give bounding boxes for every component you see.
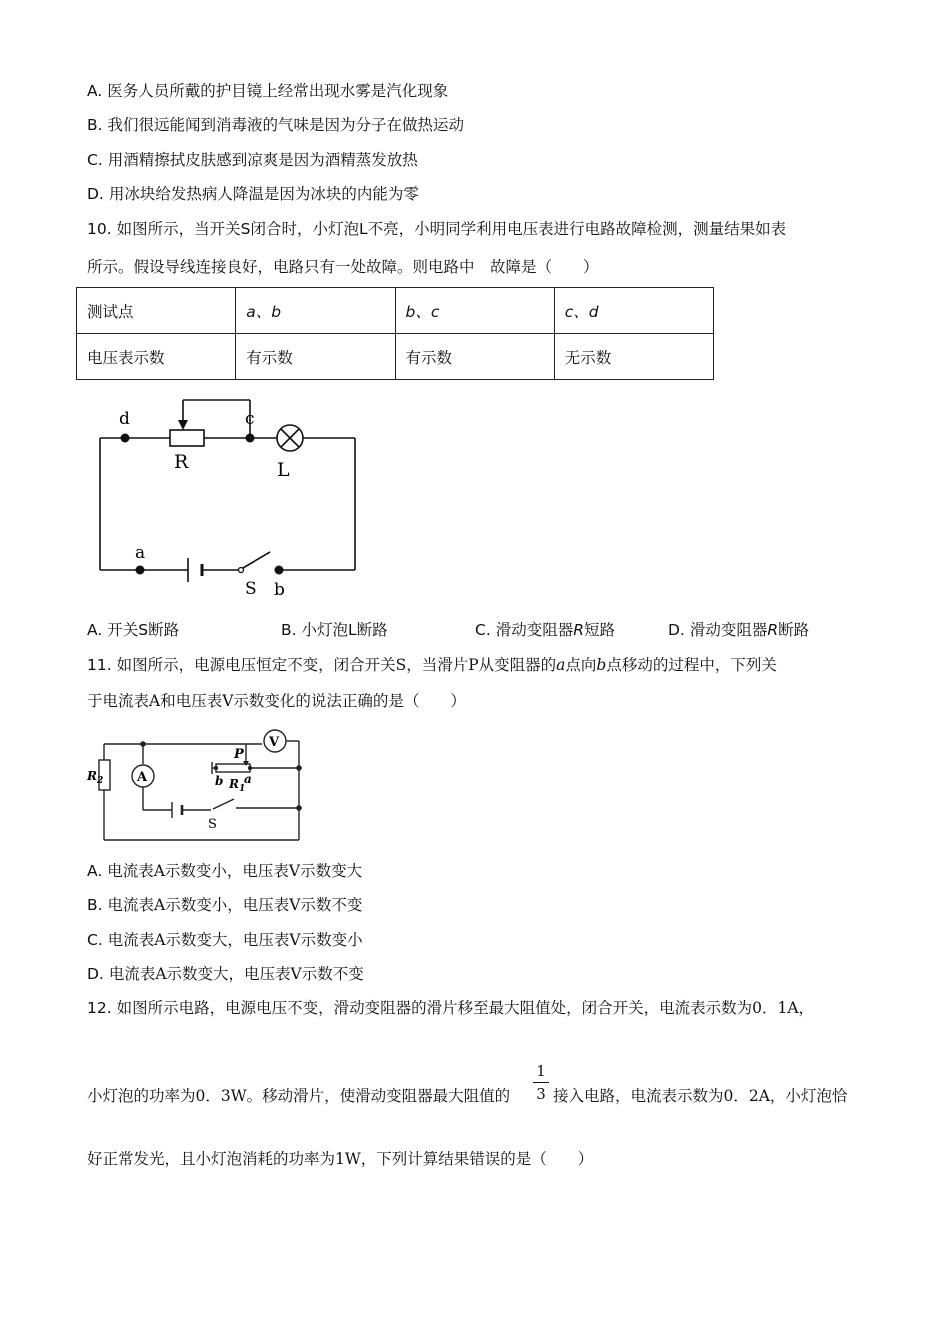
label-a-meter: A — [137, 770, 148, 785]
label-r: R — [174, 451, 189, 473]
q10-option-c: C. 滑动变阻器R短路 — [475, 621, 615, 639]
q11-option-d: D. 电流表A示数变大，电压表V示数不变 — [87, 965, 364, 983]
fraction-one-third — [531, 1062, 551, 1103]
label-s: S — [245, 579, 257, 599]
q9-option-c: C. 用酒精擦拭皮肤感到凉爽是因为酒精蒸发放热 — [87, 151, 418, 169]
label-a: a — [244, 772, 252, 786]
q10-option-b: B. 小灯泡L断路 — [281, 621, 388, 639]
label-c: c — [245, 409, 255, 429]
q10-option-a: A. 开关S断路 — [87, 621, 180, 639]
label-b: b — [274, 580, 285, 600]
fraction-numerator: 1 — [536, 1062, 546, 1080]
q12-stem-line2a: 小灯泡的功率为0．3W。移动滑片，使滑动变阻器最大阻值的 — [87, 1087, 511, 1105]
q11-stem-line2: 于电流表A和电压表V示数变化的说法正确的是（ ） — [87, 692, 466, 710]
q11-option-c: C. 电流表A示数变大，电压表V示数变小 — [87, 931, 363, 949]
table-row — [77, 288, 714, 334]
q11-option-a: A. 电流表A示数变小，电压表V示数变大 — [87, 862, 363, 880]
q10-circuit-diagram — [90, 392, 370, 604]
table-cell: 有示数 — [236, 334, 395, 380]
label-v: V — [269, 735, 280, 750]
q10-option-d: D. 滑动变阻器R断路 — [668, 621, 810, 639]
fraction-bar — [533, 1082, 549, 1083]
label-l: L — [277, 459, 290, 481]
fraction-denominator: 3 — [536, 1085, 546, 1103]
table-cell: b、c — [395, 288, 554, 334]
label-a: a — [135, 543, 146, 563]
q11-circuit-diagram — [86, 728, 308, 846]
q10-stem-line1: 10. 如图所示，当开关S闭合时，小灯泡L不亮，小明同学利用电压表进行电路故障检测，测量结果如表 — [87, 220, 787, 238]
label-r1: $R_1$ — [229, 777, 246, 794]
table-cell: a、b — [236, 288, 395, 334]
label-d: d — [119, 409, 130, 429]
q10-stem-line2: 所示。假设导线连接良好，电路只有一处故障。则电路中 故障是（ ） — [87, 258, 599, 276]
q11-stem-line1: 11. 如图所示，电源电压恒定不变，闭合开关S，当滑片P从变阻器的a点向b点移动的过程中，下列关 — [87, 656, 777, 674]
q9-option-a: A. 医务人员所戴的护目镜上经常出现水雾是汽化现象 — [87, 82, 449, 100]
q10-result-table — [76, 287, 714, 380]
table-cell: 测试点 — [77, 288, 236, 334]
table-cell: 电压表示数 — [77, 334, 236, 380]
label-b: b — [215, 774, 224, 788]
table-cell: 有示数 — [395, 334, 554, 380]
label-s: S — [208, 817, 217, 832]
q9-option-b: B. 我们很远能闻到消毒液的气味是因为分子在做热运动 — [87, 116, 465, 134]
label-p: P — [234, 747, 244, 762]
q12-stem-line2b: 接入电路，电流表示数为0．2A，小灯泡恰 — [553, 1087, 848, 1105]
table-cell: c、d — [554, 288, 713, 334]
table-row — [77, 334, 714, 380]
label-r2: $R_2$ — [87, 769, 104, 786]
table-cell: 无示数 — [554, 334, 713, 380]
q11-option-b: B. 电流表A示数变小，电压表V示数不变 — [87, 896, 363, 914]
q12-stem-line3: 好正常发光，且小灯泡消耗的功率为1W，下列计算结果错误的是（ ） — [87, 1150, 594, 1168]
q12-stem-line1: 12. 如图所示电路，电源电压不变，滑动变阻器的滑片移至最大阻值处，闭合开关，电流表示数为0．1A， — [87, 999, 815, 1017]
q9-option-d: D. 用冰块给发热病人降温是因为冰块的内能为零 — [87, 185, 419, 203]
